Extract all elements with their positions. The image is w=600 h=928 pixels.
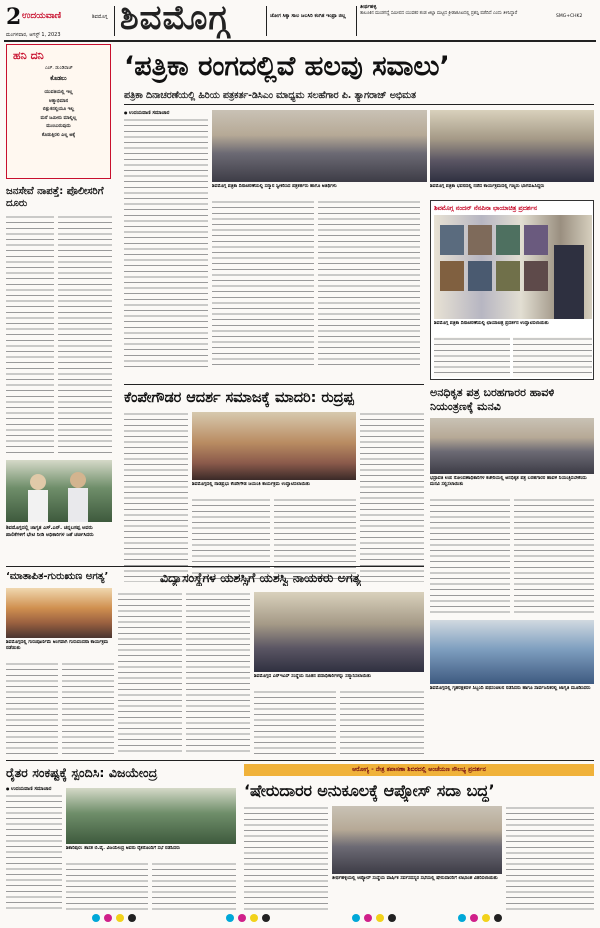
mathapita-photo-caption: ಶಿವಮೊಗ್ಗದಲ್ಲಿ ಗುರುಪೂರ್ಣಿಮೆ ಅಂಗವಾಗಿ ಗುರುವಂದನಾ ಕಾರ್ಯಕ್ರಮ ನಡೆಯಿತು bbox=[6, 640, 109, 651]
lead-photo-caption-1: ಶಿವಮೊಗ್ಗ ಪತ್ರಿಕಾ ದಿನಾಚರಣೆಯಲ್ಲಿ ಸನ್ಮಾನ ಸ್ವೀಕರಿಸಿದ ಪತ್ರಕರ್ತರು ಹಾಗೂ ಅತಿಥಿಗಳು bbox=[212, 184, 337, 189]
kempegowda-headline: ಕೆಂಪೇಗೌಡರ ಆದರ್ಶ ಸಮಾಜಕ್ಕೆ ಮಾದರಿ: ರುದ್ರಪ್ಪ bbox=[124, 390, 354, 406]
unauthorized-photo bbox=[430, 418, 594, 474]
farmers-body-1 bbox=[6, 794, 62, 912]
mathapita-headline: ‘ಮಾತಾಪಿತ-ಗುರುಋಣ ಅಗತ್ಯ’ bbox=[6, 571, 109, 582]
people-photo-icon bbox=[6, 460, 112, 522]
lead-rule bbox=[124, 104, 594, 105]
poem-line: ಯುವತಿಯಲ್ಲಿ ಇಲ್ಲ bbox=[44, 90, 73, 95]
poem-line: ಆತ್ಮಾಭಿಮಾನ bbox=[48, 98, 69, 104]
lead-body-col-2 bbox=[212, 200, 314, 368]
reg-mark-magenta bbox=[364, 914, 372, 922]
reg-mark-black bbox=[388, 914, 396, 922]
mathapita-photo bbox=[6, 588, 112, 638]
lead-byline: ● ಉದಯವಾಣಿ ಸಮಾಚಾರ bbox=[124, 110, 169, 116]
lead-body-col-3 bbox=[318, 200, 420, 368]
health-banner-text: ಆರೋಗ್ಯ - ನೇತ್ರ ತಪಾಸಣಾ ಶಿಬಿರದಲ್ಲಿ ಅಂಚೆಯಣ ಸೌಲಭ್ಯ ಪ್ರದರ್ಶನ bbox=[352, 766, 486, 773]
lead-photo-caption-2: ಶಿವಮೊಗ್ಗ ಪತ್ರಿಕಾ ಭವನದಲ್ಲಿ ನಡೆದ ಕಾರ್ಯಕ್ರಮದಲ್ಲಿ ಗಣ್ಯರು ಭಾಗವಹಿಸಿದ್ದರು bbox=[430, 184, 545, 189]
unauthorized-body-1 bbox=[430, 498, 510, 616]
poem-lines bbox=[7, 89, 110, 140]
date-line: ಮಂಗಳವಾರ, ಆಗಸ್ಟ್ 1, 2023 bbox=[6, 32, 61, 38]
farmers-body-3 bbox=[152, 862, 236, 912]
institutions-body-2 bbox=[186, 592, 250, 756]
masthead-divider-2 bbox=[266, 6, 267, 36]
left-story-body-2 bbox=[58, 215, 112, 455]
police-parade-caption: ಶಿವಮೊಗ್ಗದಲ್ಲಿ ಗೃಹರಕ್ಷಕದಳ ಸಿಬ್ಬಂದಿ ಪಥಸಂಚಲನ ನಡೆಸಿದರು ಹಾಗೂ ಸಾರ್ವಜನಿಕರಲ್ಲಿ ಜಾಗೃತಿ ಮೂಡಿಸಿದರು bbox=[430, 686, 591, 691]
farmers-photo bbox=[66, 788, 236, 844]
institutions-body-3 bbox=[254, 690, 336, 756]
section-rule-2 bbox=[6, 566, 424, 567]
left-story-photo-caption: ಶಿವಮೊಗ್ಗದಲ್ಲಿ ಜಾಗೃತ ಎಸ್.ಎನ್. ಚನ್ನಬಸಪ್ಪ ಅವರು ಪಾಲಿಕೆಗಳಿಗೆ ಭೇಟಿ ನೀಡಿ ಅಧಿಕಾರಿಗಳ ಜತೆ ಚರ್ಚಿಸಿದರು bbox=[6, 525, 94, 538]
poem-line: ಮುಂಬುರುವುದು bbox=[46, 124, 71, 129]
lead-body-col-1 bbox=[124, 118, 208, 368]
reg-mark-black bbox=[494, 914, 502, 922]
photo-exhibit-headline: ಶಿವಮೊಗ್ಗ ನಂದನ್ ನೆನಪಿನಾ ಛಾಯಾಚಿತ್ರ ಪ್ರದರ್ಶನ bbox=[434, 205, 537, 212]
unauthorized-headline: ಅನಧಿಕೃತ ಪತ್ರ ಬರಹಗಾರರ ಹಾವಳಿ ನಿಯಂತ್ರಣಕ್ಕೆ ಮನವಿ bbox=[430, 386, 555, 413]
reg-mark-yellow bbox=[376, 914, 384, 922]
honey-dani-logo: ಹನಿ ದನಿ bbox=[13, 49, 44, 62]
edition-tag: ಶಿವಮೊಗ್ಗ bbox=[92, 14, 108, 20]
reg-mark-yellow bbox=[116, 914, 124, 922]
shareholders-photo bbox=[332, 806, 502, 874]
honey-dani-box bbox=[6, 44, 111, 179]
institutions-headline: ವಿದ್ಯಾಸಂಸ್ಥೆಗಳ ಯಶಸ್ಸಿಗೆ ಯಶಸ್ವಿ ನಾಯಕರು ಅಗತ್ಯ bbox=[160, 570, 361, 585]
reg-mark-black bbox=[128, 914, 136, 922]
city-title: ಶಿವಮೊಗ್ಗ bbox=[120, 0, 230, 38]
kempegowda-body-1 bbox=[124, 412, 188, 582]
reg-mark-cyan bbox=[352, 914, 360, 922]
photo-exhibit-box bbox=[430, 200, 594, 380]
right-brief-title: ತೀರ್ಥಹಳ್ಳಿ bbox=[360, 4, 377, 10]
poem-line: ಕೊಡುತ್ತಿರಲಿ ಎಲ್ಲ ಅಕ್ಕೆ bbox=[41, 132, 76, 138]
gallery-frames-icon bbox=[434, 215, 592, 319]
paper-name: ಉದಯವಾಣಿ bbox=[22, 11, 62, 21]
police-parade-photo bbox=[430, 620, 594, 684]
masthead-bottom-rule bbox=[4, 40, 596, 42]
kempegowda-photo-caption: ಶಿವಮೊಗ್ಗದಲ್ಲಿ ನಾಡಪ್ರಭು ಕೆಂಪೇಗೌಡ ಜಯಂತಿ ಕಾರ್ಯಕ್ರಮ ಉದ್ಘಾಟಿಸಲಾಯಿತು bbox=[192, 482, 310, 487]
shareholders-photo-caption: ತೀರ್ಥಹಳ್ಳಿಯಲ್ಲಿ ಆಪ್ಕೋಸ್ ಸಂಸ್ಥೆಯ ವಾರ್ಷಿಕ ಸರ್ವಸದಸ್ಯರ ಸಭೆಯಲ್ಲಿ ಷೇರುದಾರರಿಗೆ ಲಾಭಾಂಶ ವಿತರಿಸಲಾಯಿತು bbox=[332, 876, 498, 881]
institutions-body-4 bbox=[340, 690, 424, 756]
shareholders-body-2 bbox=[506, 806, 594, 912]
photo-exhibit-body-2 bbox=[513, 337, 592, 377]
reg-mark-yellow bbox=[482, 914, 490, 922]
unauthorized-caption: ಭದ್ರಾವತಿ ಉಪ ನೋಂದಣಾಧಿಕಾರಿಗಳ ಕಚೇರಿಯಲ್ಲಿ ಅನಧಿಕೃತ ಪತ್ರ ಬರಹಗಾರರ ಹಾವಳಿ ನಿಯಂತ್ರಿಸಬೇಕೆಂದು ಮನವಿ ಸಲ್ಲಿಸಲಾಯಿತು bbox=[430, 476, 587, 487]
poem-title: ಕೊಡಲು bbox=[50, 75, 67, 82]
kempegowda-body-4 bbox=[360, 412, 424, 582]
section-rule-3 bbox=[6, 760, 594, 761]
photo-exhibit-body-1 bbox=[434, 337, 510, 377]
lead-photo-2 bbox=[430, 110, 594, 182]
reg-mark-cyan bbox=[226, 914, 234, 922]
shareholders-headline: ‘ಷೇರುದಾರರ ಅನುಕೂಲಕ್ಕೆ ಆಪ್ಕೋಸ್ ಸದಾ ಬದ್ಧ’ bbox=[244, 781, 495, 800]
reg-mark-magenta bbox=[104, 914, 112, 922]
shareholders-body-1 bbox=[244, 806, 328, 912]
corner-tag: SMG+CHK2 bbox=[556, 14, 583, 19]
reg-mark-cyan bbox=[458, 914, 466, 922]
reg-mark-black bbox=[262, 914, 270, 922]
right-brief-text: ತಾಲೂಕಿನ ಮಂಡಗದ್ದೆ ಸಮೀಪದ ಯುವಕರ ತಂಡ ಜಿಲ್ಲಾ ಮಟ್ಟದ ಕ್ರೀಡಾಕೂಟದಲ್ಲಿ ಪ್ರಶಸ್ತಿ ಪಡೆದಿದೆ ಎಂದು ತಿಳಿಸಿದ್ದಾರೆ bbox=[360, 11, 518, 16]
left-story-body bbox=[6, 215, 54, 455]
mathapita-body-1 bbox=[6, 662, 58, 756]
left-story-headline: ಜನಸೇವೆ ನಾಪತ್ತೆ: ಪೊಲೀಸರಿಗೆ ದೂರು bbox=[6, 186, 104, 209]
lead-headline: ‘ಪತ್ರಿಕಾ ರಂಗದಲ್ಲಿವೆ ಹಲವು ಸವಾಲು’ bbox=[124, 51, 450, 82]
institutions-photo-caption: ಶಿವಮೊಗ್ಗದ ಎನ್ಇಎಸ್ ಸಂಸ್ಥೆಯ ನೂತನ ಪದಾಧಿಕಾರಿಗಳನ್ನು ಸನ್ಮಾನಿಸಲಾಯಿತು bbox=[254, 674, 371, 679]
honey-dani-author: ಎಚ್. ಡುಂಡಿರಾಜ್ bbox=[45, 66, 73, 71]
poem-line: ಬಿಕ್ಷುಕನಲ್ಲಿಯೂ ಇಲ್ಲ bbox=[42, 107, 75, 112]
photo-exhibit-image bbox=[434, 215, 592, 319]
lead-subhead: ಪತ್ರಿಕಾ ದಿನಾಚರಣೆಯಲ್ಲಿ ಹಿರಿಯ ಪತ್ರಕರ್ತ-ಡಿಸಿಎಂ ಮಾಧ್ಯಮ ಸಲಹೆಗಾರ ಪಿ. ತ್ಯಾಗರಾಜ್ ಅಭಿಮತ bbox=[124, 90, 416, 101]
institutions-photo bbox=[254, 592, 424, 672]
poem-line: ಮನೆ ಜಮೀನು ಮಾಲ್ಲಿಲ್ಲ bbox=[40, 115, 77, 121]
mathapita-body-2 bbox=[62, 662, 114, 756]
farmers-photo-caption: ಶಿಕಾರಿಪುರ: ಶಾಸಕ ಬಿ.ವೈ. ವಿಜಯೇಂದ್ರ ಅವರು ರೈತರೊಂದಿಗೆ ಸಭೆ ನಡೆಸಿದರು bbox=[66, 846, 180, 851]
farmers-headline: ರೈತರ ಸಂಕಷ್ಟಕ್ಕೆ ಸ್ಪಂದಿಸಿ: ವಿಜಯೇಂದ್ರ bbox=[6, 765, 158, 780]
institutions-body-1 bbox=[118, 592, 182, 756]
left-story-photo bbox=[6, 460, 112, 522]
reg-mark-yellow bbox=[250, 914, 258, 922]
page-number: 2 bbox=[6, 4, 22, 30]
section-rule-1 bbox=[124, 384, 424, 385]
masthead-divider-1 bbox=[114, 6, 115, 36]
lead-photo-1 bbox=[212, 110, 427, 182]
photo-exhibit-caption: ಶಿವಮೊಗ್ಗ ಪತ್ರಿಕಾ ದಿನಾಚರಣೆಯಲ್ಲಿ ಛಾಯಾಚಿತ್ರ ಪ್ರದರ್ಶನ ಉದ್ಘಾಟಿಸಲಾಯಿತು bbox=[434, 321, 549, 326]
farmers-body-2 bbox=[66, 862, 148, 912]
reg-mark-magenta bbox=[470, 914, 478, 922]
farmers-byline: ● ಉದಯವಾಣಿ ಸಮಾಚಾರ bbox=[6, 786, 51, 792]
reg-mark-cyan bbox=[92, 914, 100, 922]
reg-mark-magenta bbox=[238, 914, 246, 922]
center-note: ಜೋಗ ಸಿಕ್ಕಾ ಸಾಲ ಜಲಸಿರಿ ಕಂಗಿತ ಇಂಫ್ರಾ ಜಿಲ್ಲ bbox=[270, 13, 346, 19]
masthead-divider-3 bbox=[356, 6, 357, 36]
unauthorized-body-2 bbox=[514, 498, 594, 616]
kempegowda-photo bbox=[192, 412, 356, 480]
